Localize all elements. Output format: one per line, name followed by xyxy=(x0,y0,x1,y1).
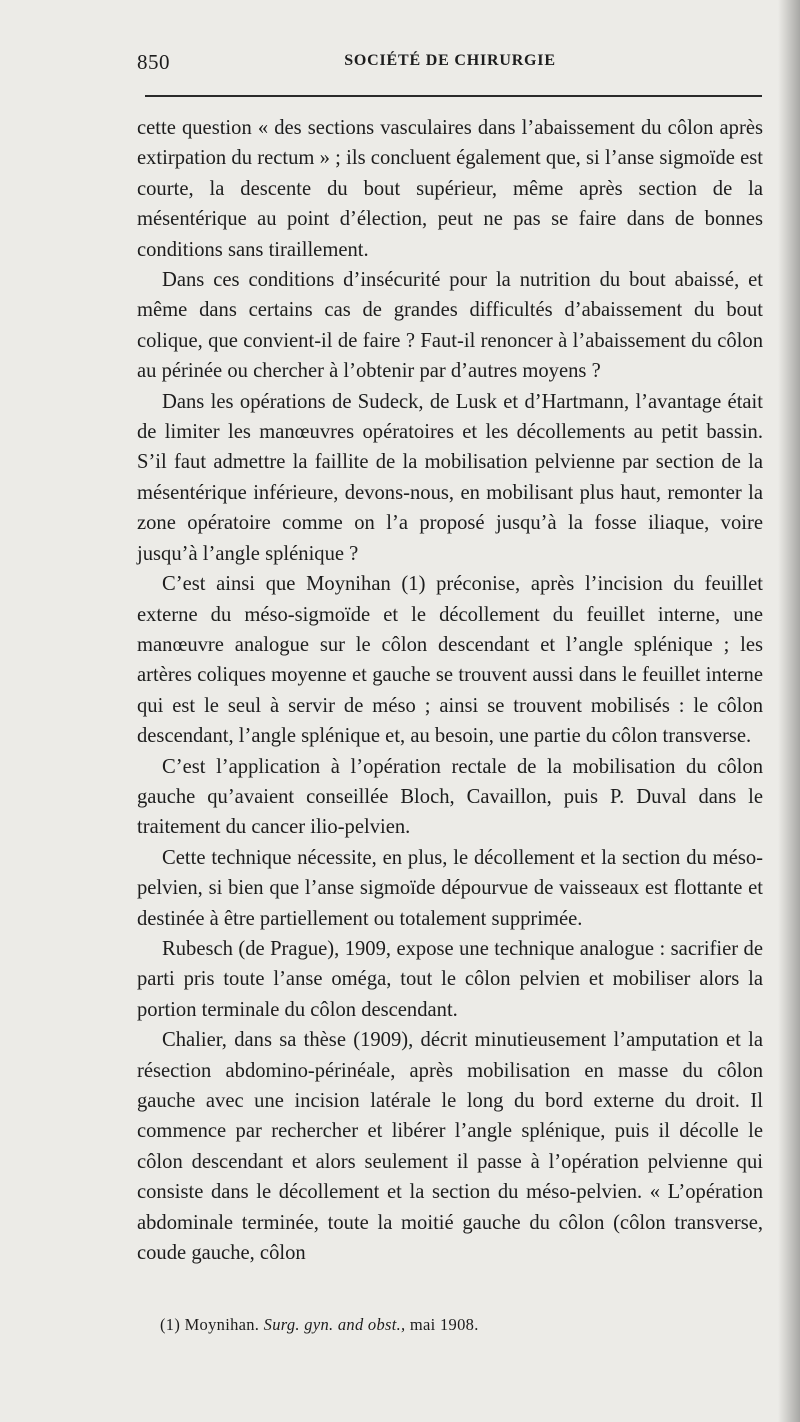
footnote xyxy=(160,1314,760,1336)
paragraph: C’est ainsi que Moynihan (1) préconise, après l’incision du feuillet externe du méso-sigmoïde et le décollement du feuillet interne, une manœuvre analogue sur le côlon descendant et l’angle splénique ; les artères coliques moyenne et gauche se trouvent aussi dans le feuillet interne qui est le seul à servir de méso ; ainsi se trouvent mobilisés : le côlon descendant, l’angle splénique et, au besoin, une partie du côlon transverse. xyxy=(137,573,763,748)
paragraph: Chalier, dans sa thèse (1909), décrit minutieusement l’amputation et la résection abdomino-périnéale, après mobilisation en masse du côlon gauche avec une incision latérale le long du bord externe du droit. Il commence par rechercher et libérer l’angle splénique, puis il décolle le côlon descendant et alors seulement il passe à l’opération pelvienne qui consiste dans le décollement et la section du méso-pelvien. « L’opération abdominale terminée, toute la moitié gauche du côlon (côlon transverse, coude gauche, côlon xyxy=(137,1029,763,1265)
paragraph: Rubesch (de Prague), 1909, expose une technique analogue : sacrifier de parti pris toute l’anse oméga, tout le côlon pelvien et mobiliser alors la portion terminale du côlon descendant. xyxy=(137,937,763,1021)
paragraph: cette question « des sections vasculaires dans l’abaissement du côlon après extirpation du rectum » ; ils concluent également que, si l’anse sigmoïde est courte, la descente du bout supérieur, même après section de la mésentérique au point d’élection, peut ne pas se faire dans de bonnes conditions sans tiraillement. xyxy=(137,117,763,261)
page-header xyxy=(137,50,763,80)
paragraph: Dans ces conditions d’insécurité pour la nutrition du bout abaissé, et même dans certains cas de grandes difficultés d’abaissement du bout colique, que convient-il de faire ? Faut-il renoncer à l’abaissement du côlon au périnée ou chercher à l’obtenir par d’autres moyens ? xyxy=(137,269,763,383)
footnote-author: Moynihan. xyxy=(184,1315,260,1334)
page-number: 850 xyxy=(137,50,170,74)
footnote-journal: Surg. gyn. and obst., xyxy=(263,1315,406,1334)
paragraph: C’est l’application à l’opération rectale de la mobilisation du côlon gauche qu’avaient conseillée Bloch, Cavaillon, puis P. Duval dans le traitement du cancer ilio-pelvien. xyxy=(137,755,763,839)
header-rule xyxy=(145,95,762,97)
footnote-date: mai 1908. xyxy=(409,1315,479,1334)
footnote-marker: (1) xyxy=(160,1315,181,1334)
paragraph: Dans les opérations de Sudeck, de Lusk et d’Hartmann, l’avantage était de limiter les manœuvres opératoires et les décollements au petit bassin. S’il faut admettre la faillite de la mobilisation pelvienne par section de la mésentérique inférieure, devons-nous, en mobilisant plus haut, remonter la zone opératoire comme on l’a proposé jusqu’à la fosse iliaque, voire jusqu’à l’angle splénique ? xyxy=(137,390,763,565)
running-title: SOCIÉTÉ DE CHIRURGIE xyxy=(344,52,556,69)
page-edge-shadow xyxy=(778,0,800,1422)
body-text xyxy=(137,113,763,1268)
paragraph: Cette technique nécessite, en plus, le décollement et la section du méso-pelvien, si bien que l’anse sigmoïde dépourvue de vaisseaux est flottante et destinée à être partiellement ou totalement supprimée. xyxy=(137,846,763,930)
